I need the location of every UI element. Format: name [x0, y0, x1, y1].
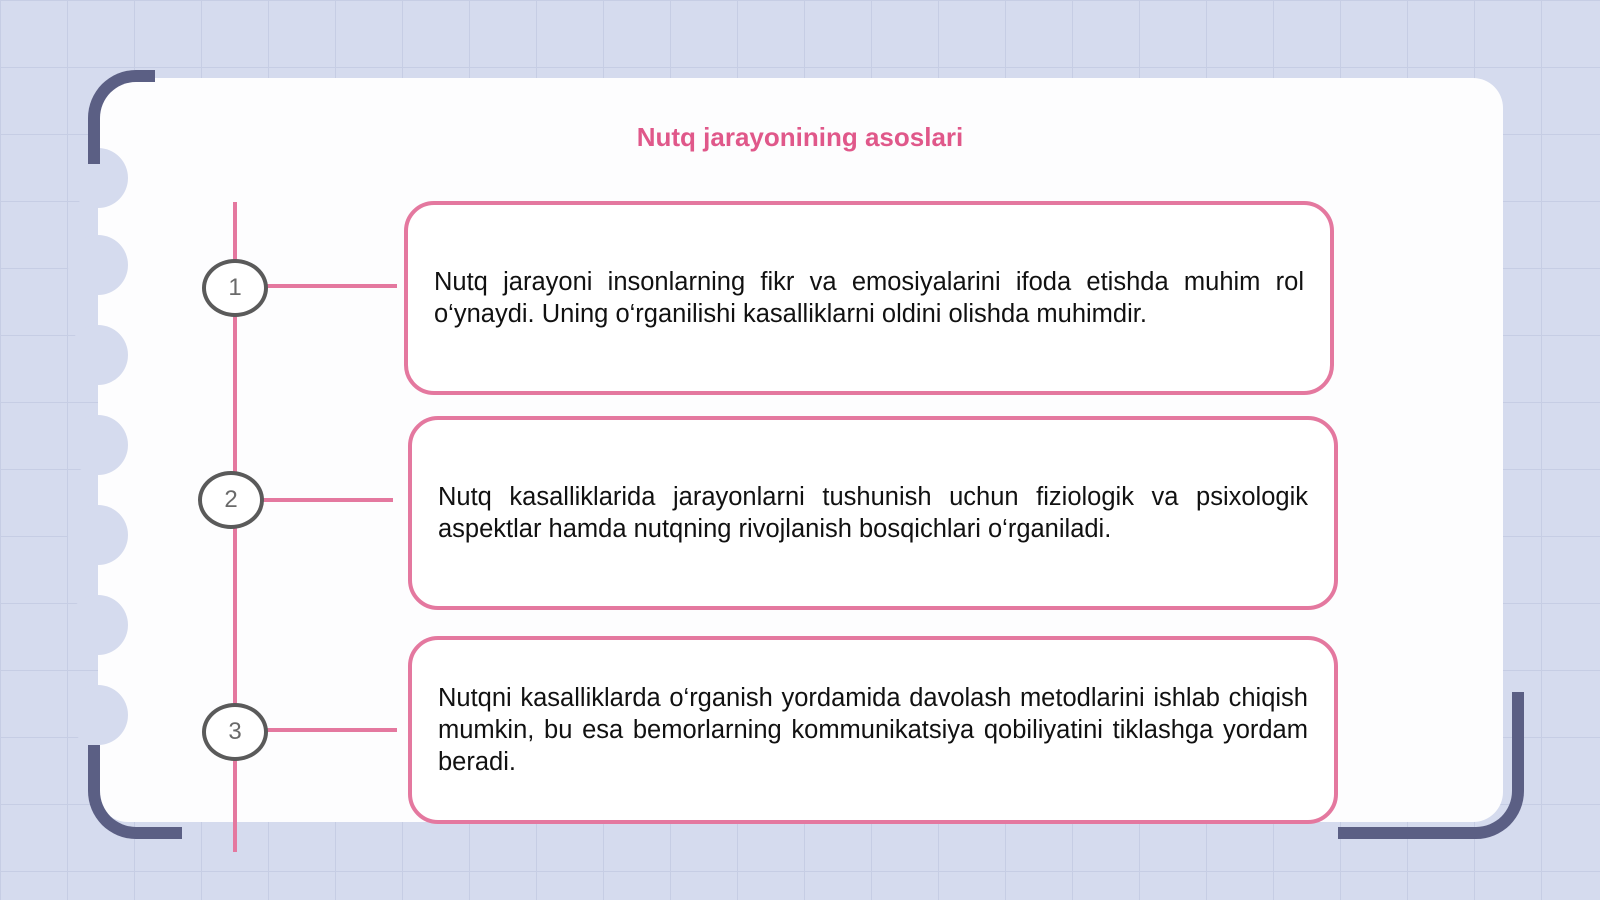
connector-line-1: [262, 284, 397, 288]
corner-bracket-bottom-right: [1338, 692, 1524, 839]
content-text-2: Nutq kasalliklarida jarayonlarni tushunish uchun fiziologik va psixologik aspektlar hamda nutqning rivojlanish bosqichlari o‘rganiladi.: [438, 483, 1308, 543]
content-text-3: Nutqni kasalliklarda o‘rganish yordamida davolash metodlarini ishlab chiqish mumkin, bu esa bemorlarning kommunikatsiya qobiliyatini tiklashga yordam beradi.: [438, 684, 1308, 776]
card-edge-scallop: [68, 235, 128, 295]
step-number-1: 1: [202, 259, 268, 317]
card-edge-scallop: [68, 415, 128, 475]
step-number-3: 3: [202, 703, 268, 761]
card-edge-scallop: [68, 505, 128, 565]
step-number-2: 2: [198, 471, 264, 529]
content-box-2: [408, 416, 1338, 610]
content-box-1: [404, 201, 1334, 395]
card-edge-scallop: [68, 685, 128, 745]
corner-bracket-top-left: [88, 70, 155, 164]
connector-line-3: [262, 728, 397, 732]
content-text-1: Nutq jarayoni insonlarning fikr va emosiyalarini ifoda etishda muhim rol o‘ynaydi. Uning o‘rganilishi kasalliklarni oldini olishda muhimdir.: [434, 268, 1304, 328]
content-box-3: [408, 636, 1338, 824]
card-edge-scallop: [68, 595, 128, 655]
corner-bracket-bottom-left: [88, 745, 182, 839]
card-edge-scallop: [68, 325, 128, 385]
connector-line-2: [258, 498, 393, 502]
slide-title: Nutq jarayonining asoslari: [636, 122, 964, 152]
